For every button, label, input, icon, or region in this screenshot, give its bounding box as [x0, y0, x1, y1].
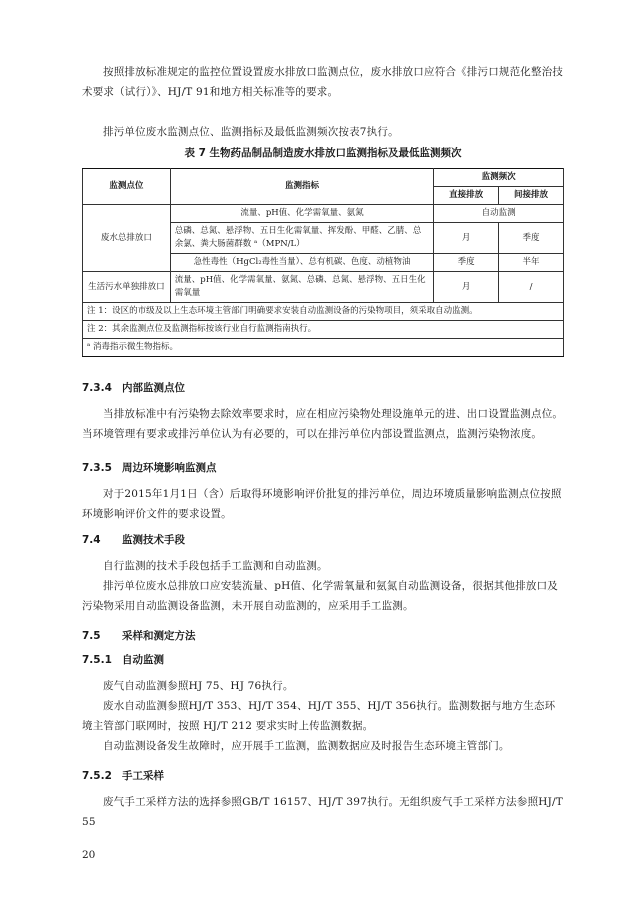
- paragraph: 废气自动监测参照HJ 75、HJ 76执行。: [103, 680, 294, 692]
- section-number: 7.3.4: [82, 382, 112, 394]
- paragraph: 对于2015年1月1日（含）后取得环境影响评价批复的排污单位，周边环境质量影响监测点位按照环境影响评价文件的要求设置。: [82, 488, 562, 520]
- table-note-1: 注 1：设区的市级及以上生态环境主管部门明确要求安装自动监测设备的污染物项目，须采取自动监测。: [83, 303, 564, 321]
- table-caption: 表 7 生物药品制品制造废水排放口监测指标及最低监测频次: [184, 147, 462, 159]
- table-note-2: 注 2：其余监测点位及监测指标按该行业自行监测指南执行。: [83, 321, 564, 339]
- section-title: 自动监测: [122, 654, 164, 666]
- cell-direct: 月: [434, 223, 499, 254]
- cell-indirect: 季度: [499, 223, 564, 254]
- intro-paragraph-2: 排污单位废水监测点位、监测指标及最低监测频次按表7执行。: [103, 126, 399, 138]
- paragraph: 排污单位废水总排放口应安装流量、pH值、化学需氧量和氨氮自动监测设备，很据其他排放口及污染物采用自动监测设备监测，未开展自动监测的，应采用手工监测。: [82, 580, 558, 612]
- page-number: 20: [82, 849, 96, 861]
- paragraph: 当排放标准中有污染物去除效率要求时，应在相应污染物处理设施单元的进、出口设置监测点位。当环境管理有要求或排污单位认为有必要的，可以在排污单位内部设置监测点，监测污染物浓度。: [82, 408, 564, 440]
- section-title: 采样和测定方法: [122, 630, 196, 642]
- table-footnote: ᵃ 消毒指示微生物指标。: [83, 339, 564, 357]
- section-heading: [82, 380, 185, 396]
- section-number: 7.5.2: [82, 770, 112, 782]
- cell-indicator: 流量、pH值、化学需氧量、氨氮、总磷、总氮、悬浮物、五日生化需氧量: [170, 272, 433, 303]
- table-note-row: [83, 339, 564, 357]
- section-number: 7.5.1: [82, 654, 112, 666]
- section-title: 周边环境影响监测点: [122, 462, 217, 474]
- header-indirect: 间接排放: [499, 187, 564, 205]
- section-number: 7.4: [82, 534, 101, 546]
- cell-direct: 月: [434, 272, 499, 303]
- section-heading: [82, 628, 196, 644]
- table-note-row: [83, 321, 564, 339]
- header-direct: 直接排放: [434, 187, 499, 205]
- section-title: 内部监测点位: [122, 382, 185, 394]
- cell-direct: 季度: [434, 254, 499, 272]
- section-title: 手工采样: [122, 770, 164, 782]
- cell-frequency-merged: 自动监测: [434, 205, 564, 223]
- cell-point: 废水总排放口: [83, 205, 171, 272]
- section-heading: [82, 460, 217, 476]
- section-number: 7.3.5: [82, 462, 112, 474]
- cell-indicator: 总磷、总氮、悬浮物、五日生化需氧量、挥发酚、甲醛、乙腈、总余氯、粪大肠菌群数 ᵃ（MPN/L）: [170, 223, 433, 254]
- header-frequency: 监测频次: [434, 169, 564, 187]
- section-heading: [82, 652, 164, 668]
- cell-indirect: 半年: [499, 254, 564, 272]
- paragraph: 自动监测设备发生故障时，应开展手工监测，监测数据应及时报告生态环境主管部门。: [103, 740, 510, 752]
- paragraph: 废气手工采样方法的选择参照GB/T 16157、HJ/T 397执行。无组织废气手工采样方法参照HJ/T 55: [82, 796, 563, 828]
- section-title: 监测技术手段: [122, 534, 185, 546]
- cell-point: 生活污水单独排放口: [83, 272, 171, 303]
- paragraph: 自行监测的技术手段包括手工监测和自动监测。: [103, 560, 328, 572]
- cell-indirect: /: [499, 272, 564, 303]
- monitoring-table: [82, 168, 564, 357]
- intro-paragraph-1: 按照排放标准规定的监控位置设置废水排放口监测点位，废水排放口应符合《排污口规范化整治技术要求（试行）》、HJ/T 91和地方相关标准等的要求。: [82, 66, 564, 98]
- header-indicator: 监测指标: [170, 169, 433, 205]
- table-note-row: [83, 303, 564, 321]
- section-heading: [82, 532, 185, 548]
- paragraph: 废水自动监测参照HJ/T 353、HJ/T 354、HJ/T 355、HJ/T 356执行。监测数据与地方生态环境主管部门联网时，按照 HJ/T 212 要求实时上传监测数据。: [82, 700, 556, 732]
- header-point: 监测点位: [83, 169, 171, 205]
- cell-indicator: 流量、pH值、化学需氧量、氨氮: [170, 205, 433, 223]
- section-heading: [82, 768, 164, 784]
- table-row: [83, 272, 564, 303]
- section-number: 7.5: [82, 630, 101, 642]
- cell-indicator: 急性毒性（HgCl₂毒性当量）、总有机碳、色度、动植物油: [170, 254, 433, 272]
- table-row: [83, 205, 564, 223]
